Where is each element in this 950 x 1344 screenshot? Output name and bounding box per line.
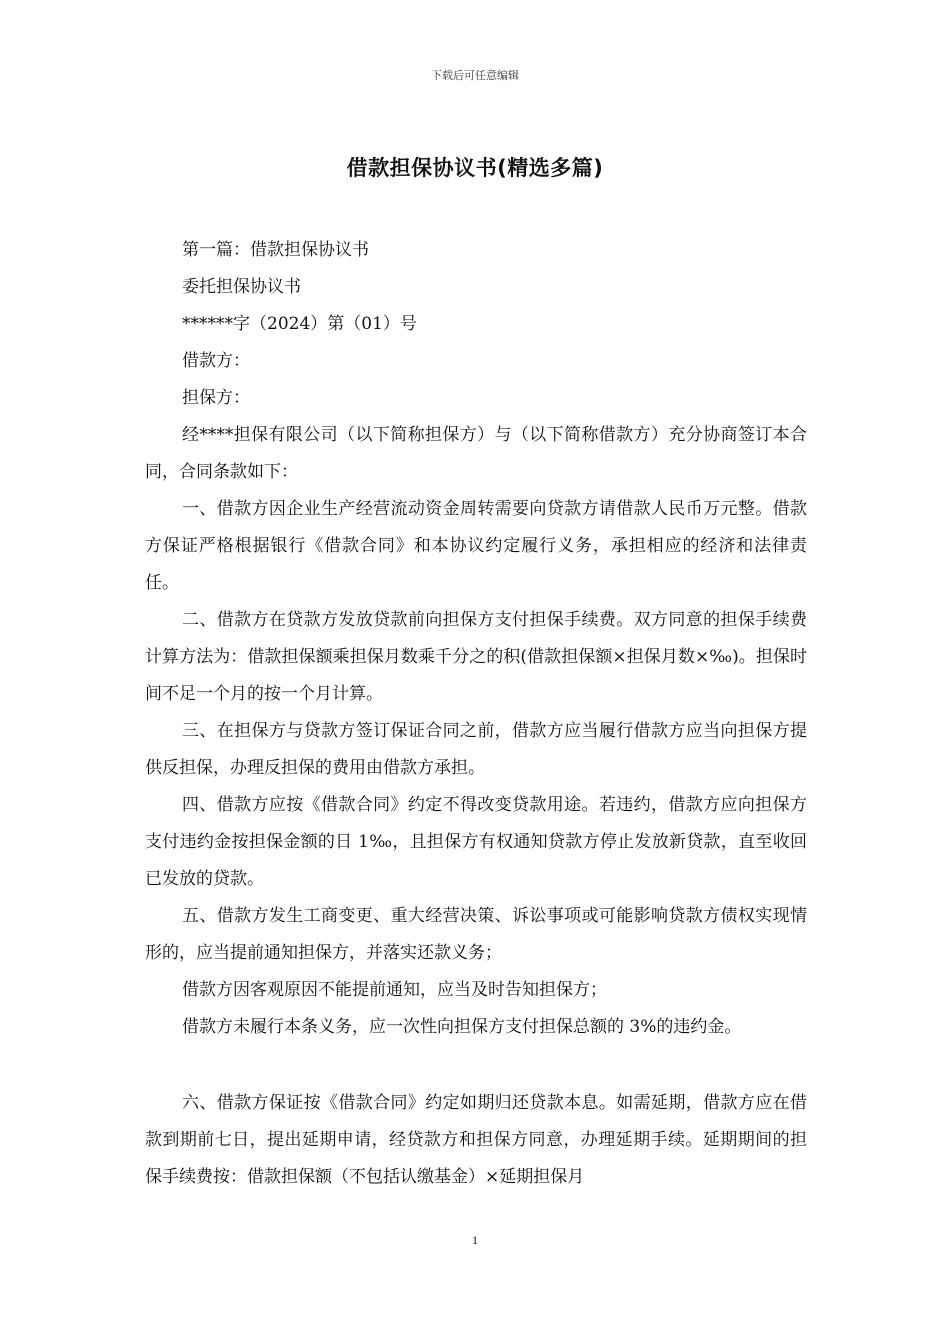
paragraph-clause-5: 五、借款方发生工商变更、重大经营决策、诉讼事项或可能影响贷款方债权实现情形的，应当提前通知担保方，并落实还款义务； — [145, 906, 807, 963]
document-body — [145, 232, 807, 1196]
paragraph-clause-5-note-b: 借款方未履行本条义务，应一次性向担保方支付担保总额的 3%的违约金。 — [182, 1017, 742, 1037]
document-title: 借款担保协议书(精选多篇) — [346, 156, 604, 180]
paragraph-section-heading: 第一篇：借款担保协议书 — [182, 240, 369, 260]
paragraph-preamble: 经****担保有限公司（以下简称担保方）与（以下简称借款方）充分协商签订本合同，合同条款如下： — [145, 425, 807, 482]
paragraph-borrower: 借款方： — [182, 351, 250, 371]
paragraph-guarantor: 担保方： — [182, 388, 250, 408]
paragraph-clause-4: 四、借款方应按《借款合同》约定不得改变贷款用途。若违约，借款方应向担保方支付违约金按担保金额的日 1‰，且担保方有权通知贷款方停止发放新贷款，直至收回已发放的贷款。 — [145, 795, 807, 889]
paragraph-agreement-name: 委托担保协议书 — [182, 277, 301, 297]
paragraph-spacer — [145, 1046, 807, 1085]
paragraph-clause-1: 一、借款方因企业生产经营流动资金周转需要向贷款方请借款人民币万元整。借款方保证严格根据银行《借款合同》和本协议约定履行义务，承担相应的经济和法律责任。 — [145, 499, 807, 593]
paragraph-clause-6: 六、借款方保证按《借款合同》约定如期归还贷款本息。如需延期，借款方应在借款到期前七日，提出延期申请，经贷款方和担保方同意，办理延期手续。延期期间的担保手续费按：借款担保额（不包括认缴基金）×延期担保月 — [145, 1093, 807, 1187]
paragraph-clause-3: 三、在担保方与贷款方签订保证合同之前，借款方应当履行借款方应当向担保方提供反担保，办理反担保的费用由借款方承担。 — [145, 721, 807, 778]
page-number: 1 — [472, 1233, 478, 1247]
header-note: 下载后可任意编辑 — [431, 69, 519, 82]
paragraph-document-number: ******字（2024）第（01）号 — [182, 314, 417, 334]
paragraph-clause-2: 二、借款方在贷款方发放贷款前向担保方支付担保手续费。双方同意的担保手续费计算方法为：借款担保额乘担保月数乘千分之的积(借款担保额×担保月数×‰)。担保时间不足一个月的按一个月计算。 — [145, 610, 807, 704]
paragraph-clause-5-note-a: 借款方因客观原因不能提前通知，应当及时告知担保方； — [182, 980, 607, 1000]
